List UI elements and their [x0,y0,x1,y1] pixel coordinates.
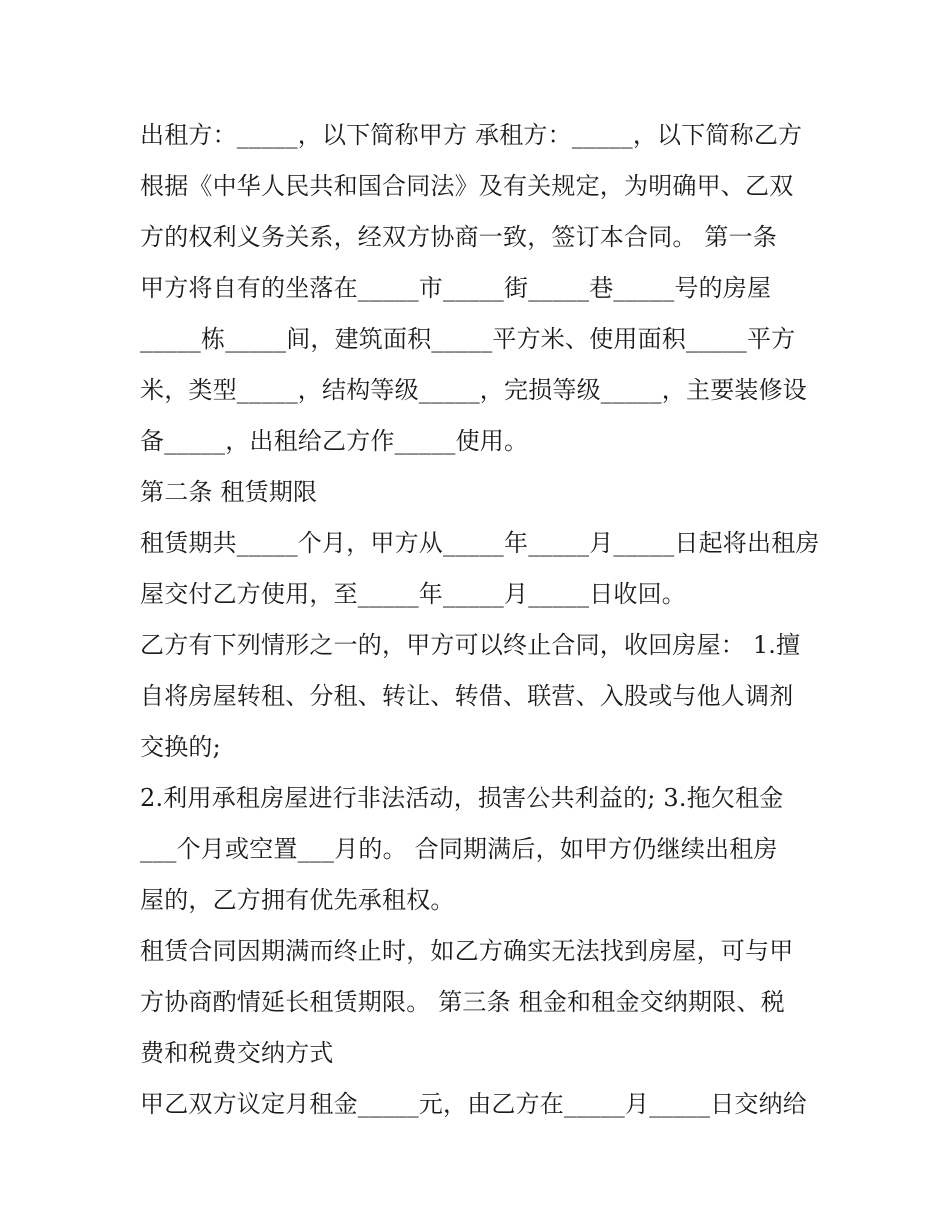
text-line: 方的权利义务关系，经双方协商一致，签订本合同。 第一条 [140,223,778,251]
text-line: 乙方有下列情形之一的，甲方可以终止合同，收回房屋： 1.擅 [140,631,801,659]
text-line: 甲乙双方议定月租金_____元，由乙方在_____月_____日交纳给 [140,1090,807,1118]
text-line: 甲方将自有的坐落在_____市_____街_____巷_____号的房屋 [140,274,772,302]
text-line: 根据《中华人民共和国合同法》及有关规定，为明确甲、乙双 [140,172,794,200]
text-line: 方协商酌情延长租赁期限。 第三条 租金和租金交纳期限、税 [140,988,785,1016]
text-line: 备_____，出租给乙方作_____使用。 [140,427,529,455]
text-line: 自将房屋转租、分租、转让、转借、联营、入股或与他人调剂 [140,682,794,710]
text-line: _____栋_____间，建筑面积_____平方米、使用面积_____平方 [140,325,796,353]
contract-text [140,110,820,1130]
text-line: 屋交付乙方使用，至_____年_____月_____日收回。 [140,580,686,608]
text-line: 费和税费交纳方式 [140,1039,334,1067]
text-line: 租赁合同因期满而终止时，如乙方确实无法找到房屋，可与甲 [140,937,794,965]
text-line: 米，类型_____，结构等级_____，完损等级_____，主要装修设 [140,376,807,404]
text-line: 2.利用承租房屋进行非法活动，损害公共利益的; 3.拖欠租金 [140,784,784,812]
text-line: 屋的，乙方拥有优先承租权。 [140,886,455,914]
text-line: ___个月或空置___月的。 合同期满后，如甲方仍继续出租房 [140,835,778,863]
section-heading: 第二条 租赁期限 [140,478,318,506]
text-line: 出租方：_____，以下简称甲方 承租方：_____，以下简称乙方 [140,121,803,149]
text-line: 租赁期共_____个月，甲方从_____年_____月_____日起将出租房 [140,529,820,557]
text-line: 交换的; [140,733,221,761]
